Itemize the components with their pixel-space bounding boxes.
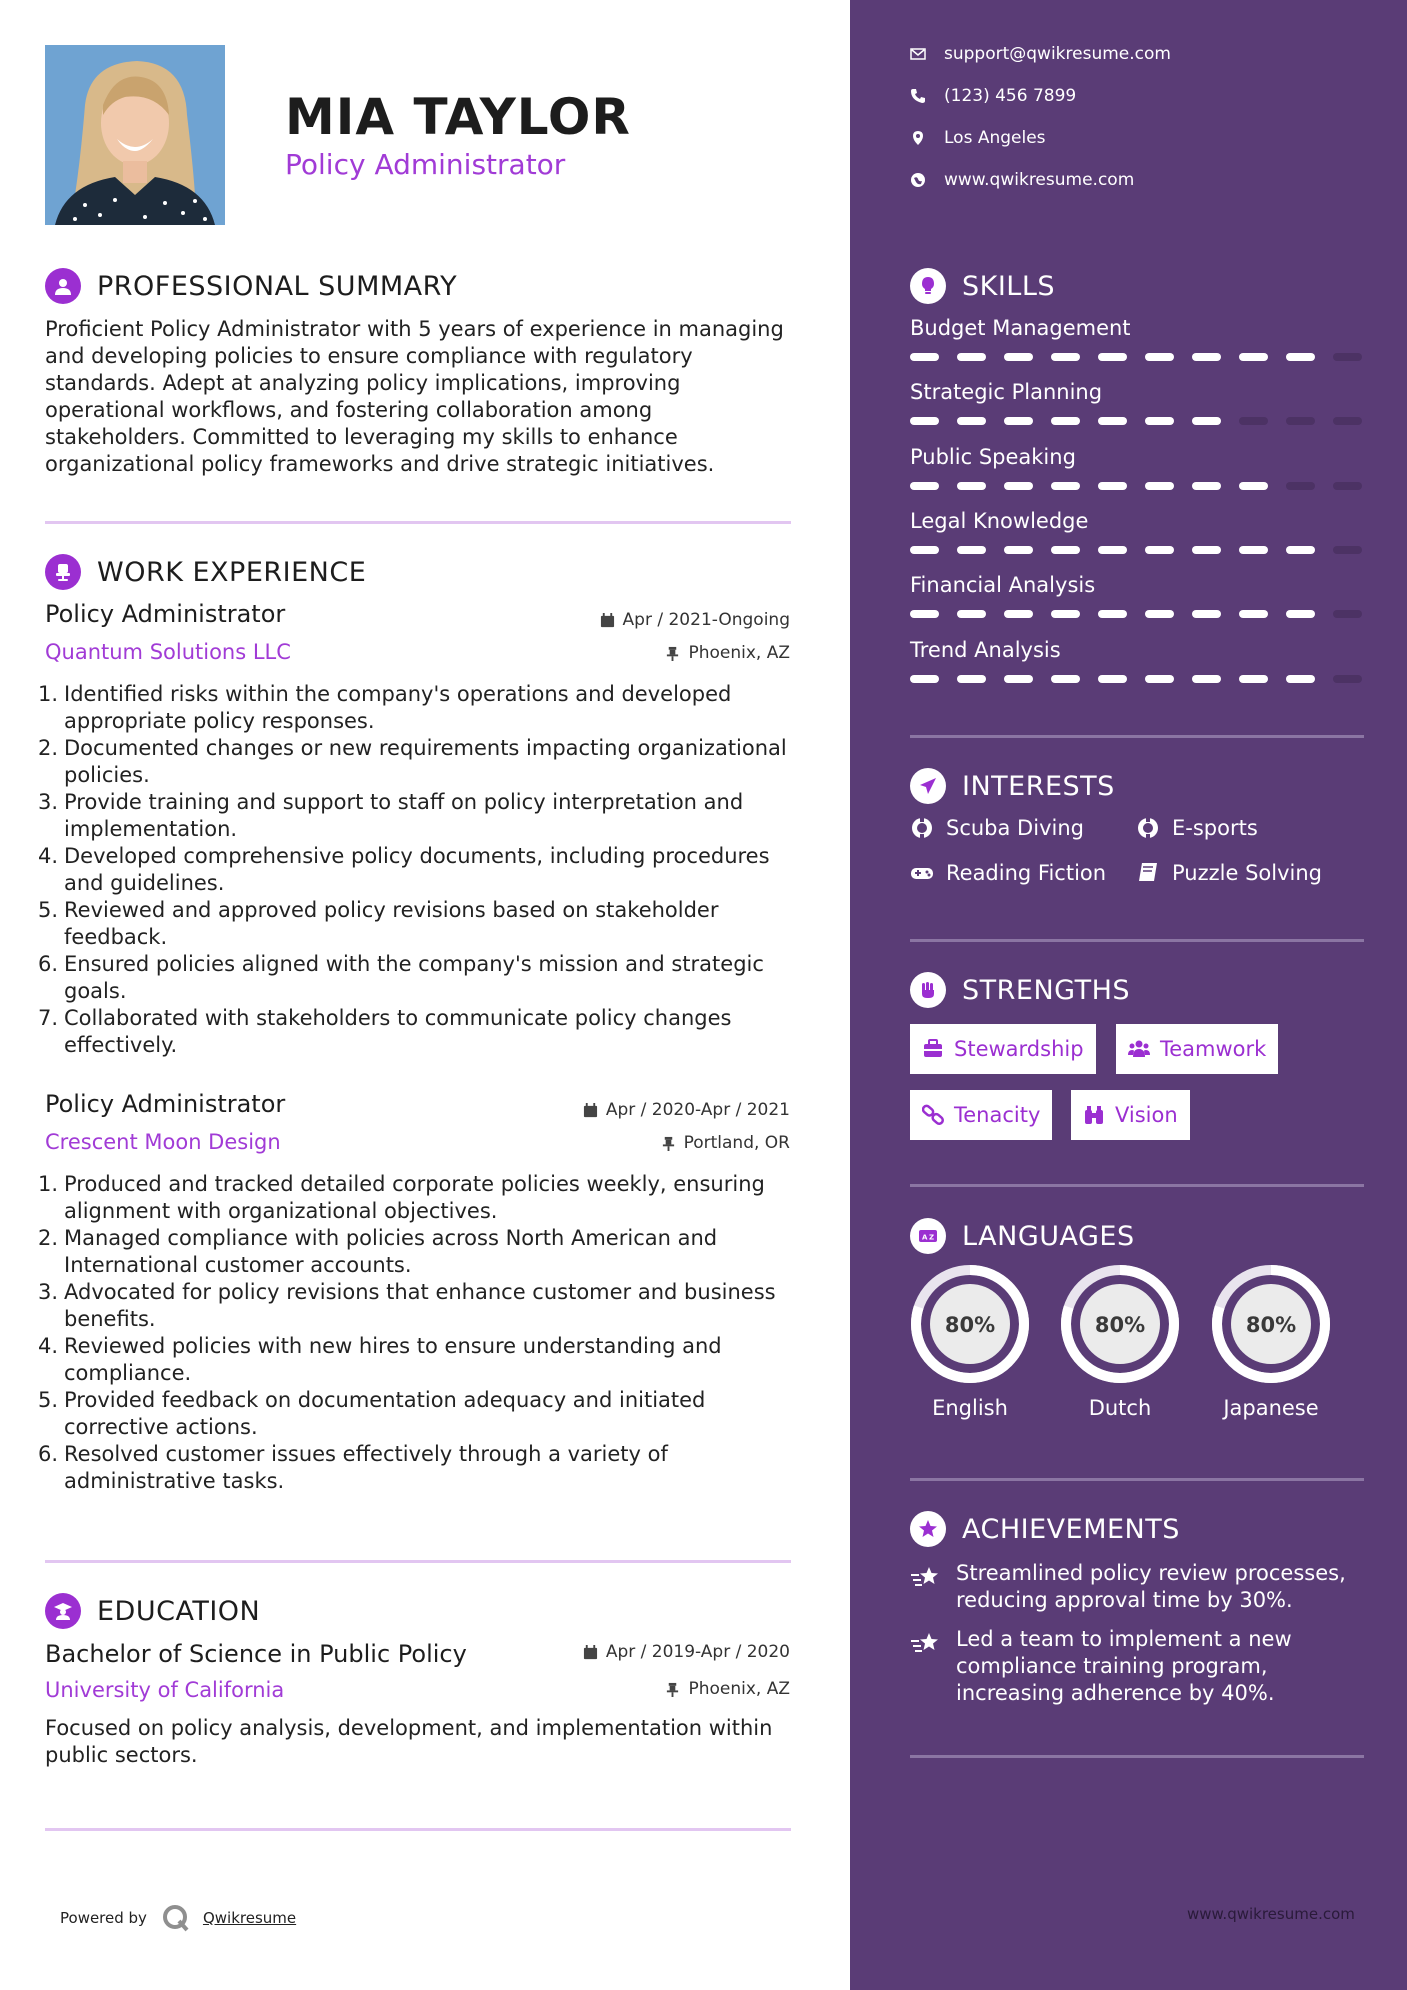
shooting-star-icon — [910, 1628, 940, 1658]
calendar-icon — [583, 1645, 598, 1660]
skill-dash-filled — [1004, 353, 1033, 361]
summary-title: PROFESSIONAL SUMMARY — [97, 270, 458, 302]
skill-dash-filled — [1145, 546, 1174, 554]
language-item — [910, 1264, 1030, 1420]
job-duties — [38, 681, 798, 1059]
language-ring — [1211, 1264, 1331, 1384]
skill-dash-filled — [910, 675, 939, 683]
skill-dash-filled — [1145, 353, 1174, 361]
calendar-icon — [583, 1103, 598, 1118]
language-item — [1060, 1264, 1180, 1420]
skill-level-bar — [910, 610, 1362, 618]
users-icon — [1128, 1038, 1150, 1060]
summary-text: Proficient Policy Administrator with 5 years of experience in managing and developing policies to ensure compliance with regulatory standards. Adept at analyzing policy implications, improving operational workflows, and fostering collaboration among stakeholders. Committed to leveraging my skills to enhance organizational policy frameworks and drive strategic initiatives. — [45, 317, 784, 476]
pin-icon — [665, 646, 680, 661]
skill-dash-filled — [910, 353, 939, 361]
lightbulb-icon — [910, 268, 946, 304]
skill-name: Legal Knowledge — [910, 509, 1089, 533]
section-divider — [45, 1560, 791, 1563]
language-item — [1211, 1264, 1331, 1420]
skill-dash-filled — [1098, 353, 1127, 361]
candidate-name: MIA TAYLOR — [285, 88, 631, 146]
candidate-title: Policy Administrator — [285, 148, 566, 181]
skill-dash-filled — [957, 417, 986, 425]
skill-dash-filled — [910, 546, 939, 554]
list-item: 7. Collaborated with stakeholders to communicate policy changes effectively. — [38, 1006, 732, 1057]
experience-title: WORK EXPERIENCE — [97, 556, 367, 588]
skills-heading — [910, 268, 1055, 304]
job-duties — [38, 1171, 798, 1495]
skill-dash-empty — [1286, 417, 1315, 425]
pin-icon — [661, 1136, 676, 1151]
achievement-item: Led a team to implement a new compliance training program, increasing adherence by 40%. — [910, 1626, 1370, 1707]
link-icon — [922, 1104, 944, 1126]
map-pin-icon — [910, 130, 926, 146]
strength-tag: Vision — [1071, 1090, 1190, 1140]
skill-dash-filled — [1145, 610, 1174, 618]
skill-dash-filled — [1051, 482, 1080, 490]
section-divider — [45, 521, 791, 524]
skill-dash-filled — [1239, 353, 1268, 361]
skill-dash-filled — [957, 482, 986, 490]
powered-label: Powered by — [60, 1909, 147, 1927]
contact-website[interactable]: www.qwikresume.com — [910, 170, 1134, 190]
skill-level-bar — [910, 353, 1362, 361]
education-title: EDUCATION — [97, 1595, 261, 1627]
skill-dash-filled — [1098, 546, 1127, 554]
skill-name: Budget Management — [910, 316, 1131, 340]
skill-dash-filled — [1192, 482, 1221, 490]
skill-dash-filled — [1051, 610, 1080, 618]
skill-dash-empty — [1333, 482, 1362, 490]
skill-dash-empty — [1333, 675, 1362, 683]
section-divider — [910, 735, 1364, 738]
skill-dash-filled — [1192, 546, 1221, 554]
skill-dash-filled — [1051, 675, 1080, 683]
paper-plane-icon — [910, 768, 946, 804]
skill-dash-empty — [1333, 546, 1362, 554]
language-percent: 80% — [1094, 1313, 1146, 1337]
section-divider — [45, 1828, 791, 1831]
globe-icon — [910, 172, 926, 188]
skill-dash-filled — [1004, 675, 1033, 683]
qwikresume-logo-icon — [161, 1903, 191, 1933]
achievement-item: Streamlined policy review processes, reducing approval time by 30%. — [910, 1560, 1370, 1614]
skill-dash-filled — [1286, 546, 1315, 554]
experience-heading — [45, 554, 366, 590]
list-item: 6. Resolved customer issues effectively through a variety of administrative tasks. — [38, 1442, 668, 1493]
skill-name: Strategic Planning — [910, 380, 1103, 404]
section-divider — [910, 939, 1364, 942]
footer-website[interactable]: www.qwikresume.com — [1187, 1905, 1355, 1923]
skill-dash-filled — [1098, 482, 1127, 490]
skill-dash-filled — [1051, 353, 1080, 361]
job-title: Policy Administrator — [45, 600, 286, 628]
skill-dash-filled — [957, 546, 986, 554]
job-dates: Apr / 2021-Ongoing — [600, 610, 790, 630]
list-item: 2. Managed compliance with policies across North American and International customer accounts. — [38, 1226, 718, 1277]
skill-dash-filled — [1145, 417, 1174, 425]
school-name: University of California — [45, 1678, 285, 1702]
pin-icon — [665, 1682, 680, 1697]
star-badge-icon — [910, 1511, 946, 1547]
skill-dash-filled — [1192, 610, 1221, 618]
section-divider — [910, 1478, 1364, 1481]
interest-item: E-sports — [1136, 816, 1258, 840]
skill-dash-filled — [1098, 417, 1127, 425]
contact-location: Los Angeles — [910, 128, 1046, 148]
list-item: 4. Developed comprehensive policy documents, including procedures and guidelines. — [38, 844, 770, 895]
strength-tag: Teamwork — [1116, 1024, 1278, 1074]
skill-dash-empty — [1286, 482, 1315, 490]
degree-title: Bachelor of Science in Public Policy — [45, 1640, 467, 1668]
skill-dash-filled — [1051, 417, 1080, 425]
list-item: 5. Provided feedback on documentation adequacy and initiated corrective actions. — [38, 1388, 706, 1439]
skill-dash-filled — [1239, 482, 1268, 490]
skill-dash-filled — [957, 610, 986, 618]
section-divider — [910, 1184, 1364, 1187]
interests-title: INTERESTS — [962, 770, 1115, 802]
briefcase-icon — [922, 1038, 944, 1060]
powered-by — [60, 1903, 296, 1933]
language-name: Japanese — [1223, 1396, 1319, 1420]
skill-dash-filled — [1239, 546, 1268, 554]
skills-title: SKILLS — [962, 270, 1056, 302]
languages-title: LANGUAGES — [962, 1220, 1135, 1252]
skill-dash-empty — [1239, 417, 1268, 425]
job-company: Crescent Moon Design — [45, 1130, 281, 1154]
education-description: Focused on policy analysis, development, and implementation within public sectors. — [45, 1716, 773, 1767]
qwikresume-link[interactable]: Qwikresume — [202, 1909, 297, 1927]
translate-icon — [910, 1218, 946, 1254]
list-item: 1. Produced and tracked detailed corporate policies weekly, ensuring alignment with organizational objectives. — [38, 1172, 765, 1223]
list-item: 3. Provide training and support to staff on policy interpretation and implementation. — [38, 790, 744, 841]
skill-dash-filled — [1192, 353, 1221, 361]
skill-dash-filled — [1286, 353, 1315, 361]
skill-dash-filled — [910, 610, 939, 618]
skill-dash-empty — [1333, 353, 1362, 361]
skill-dash-filled — [1004, 610, 1033, 618]
skill-dash-filled — [1098, 675, 1127, 683]
skill-name: Public Speaking — [910, 445, 1076, 469]
languages-heading — [910, 1218, 1135, 1254]
language-ring — [1060, 1264, 1180, 1384]
lifebuoy-icon — [910, 816, 934, 840]
profile-photo — [45, 45, 225, 225]
interest-item: Puzzle Solving — [1136, 861, 1322, 885]
contact-phone[interactable]: (123) 456 7899 — [910, 86, 1076, 106]
envelope-icon — [910, 46, 926, 62]
skill-level-bar — [910, 546, 1362, 554]
contact-email[interactable]: support@qwikresume.com — [910, 44, 1171, 64]
skill-dash-filled — [1286, 610, 1315, 618]
list-item: 3. Advocated for policy revisions that enhance customer and business benefits. — [38, 1280, 776, 1331]
language-name: English — [932, 1396, 1008, 1420]
chair-icon — [45, 554, 81, 590]
skill-level-bar — [910, 675, 1362, 683]
list-item: 6. Ensured policies aligned with the company's mission and strategic goals. — [38, 952, 764, 1003]
education-location: Phoenix, AZ — [665, 1679, 790, 1699]
job-location: Phoenix, AZ — [665, 643, 790, 663]
skill-dash-filled — [1286, 675, 1315, 683]
education-heading — [45, 1593, 260, 1629]
skill-dash-filled — [957, 675, 986, 683]
skill-dash-filled — [910, 417, 939, 425]
book-icon — [1136, 861, 1160, 885]
education-dates: Apr / 2019-Apr / 2020 — [583, 1642, 790, 1662]
job-title: Policy Administrator — [45, 1090, 286, 1118]
list-item: 4. Reviewed policies with new hires to ensure understanding and compliance. — [38, 1334, 722, 1385]
skill-level-bar — [910, 482, 1362, 490]
skill-dash-filled — [1004, 417, 1033, 425]
shooting-star-icon — [910, 1562, 940, 1592]
svg-text:A: A — [922, 1233, 928, 1242]
language-name: Dutch — [1088, 1396, 1152, 1420]
interest-item: Reading Fiction — [910, 861, 1106, 885]
skill-dash-filled — [1145, 675, 1174, 683]
achievements-heading — [910, 1511, 1180, 1547]
job-company: Quantum Solutions LLC — [45, 640, 291, 664]
skill-dash-filled — [1239, 610, 1268, 618]
gamepad-icon — [910, 861, 934, 885]
svg-text:Z: Z — [929, 1233, 935, 1242]
list-item: 1. Identified risks within the company's operations and developed appropriate policy responses. — [38, 682, 732, 733]
skill-dash-filled — [957, 353, 986, 361]
list-item: 5. Reviewed and approved policy revisions based on stakeholder feedback. — [38, 898, 719, 949]
interests-heading — [910, 768, 1115, 804]
skill-dash-filled — [1192, 675, 1221, 683]
skill-name: Financial Analysis — [910, 573, 1096, 597]
graduate-icon — [45, 1593, 81, 1629]
language-ring — [910, 1264, 1030, 1384]
fist-icon — [910, 972, 946, 1008]
strengths-title: STRENGTHS — [962, 974, 1131, 1006]
strength-tag: Tenacity — [910, 1090, 1052, 1140]
skill-dash-filled — [1145, 482, 1174, 490]
language-percent: 80% — [944, 1313, 996, 1337]
calendar-icon — [600, 613, 615, 628]
achievements-title: ACHIEVEMENTS — [962, 1513, 1180, 1545]
interest-item: Scuba Diving — [910, 816, 1084, 840]
skill-dash-empty — [1333, 417, 1362, 425]
skill-dash-filled — [1004, 546, 1033, 554]
skill-dash-filled — [1051, 546, 1080, 554]
job-dates: Apr / 2020-Apr / 2021 — [583, 1100, 790, 1120]
skill-dash-filled — [910, 482, 939, 490]
list-item: 2. Documented changes or new requirements impacting organizational policies. — [38, 736, 787, 787]
skill-dash-filled — [1239, 675, 1268, 683]
skill-name: Trend Analysis — [910, 638, 1061, 662]
language-percent: 80% — [1245, 1313, 1297, 1337]
section-divider — [910, 1755, 1364, 1758]
user-icon — [45, 268, 81, 304]
skill-dash-filled — [1098, 610, 1127, 618]
binoculars-icon — [1083, 1104, 1105, 1126]
skill-level-bar — [910, 417, 1362, 425]
lifebuoy-icon — [1136, 816, 1160, 840]
skill-dash-filled — [1192, 417, 1221, 425]
summary-heading — [45, 268, 457, 304]
skill-dash-empty — [1333, 610, 1362, 618]
phone-icon — [910, 88, 926, 104]
strengths-heading — [910, 972, 1130, 1008]
skill-dash-filled — [1004, 482, 1033, 490]
strength-tag: Stewardship — [910, 1024, 1096, 1074]
job-location: Portland, OR — [661, 1133, 790, 1153]
sidebar — [850, 0, 1407, 1990]
